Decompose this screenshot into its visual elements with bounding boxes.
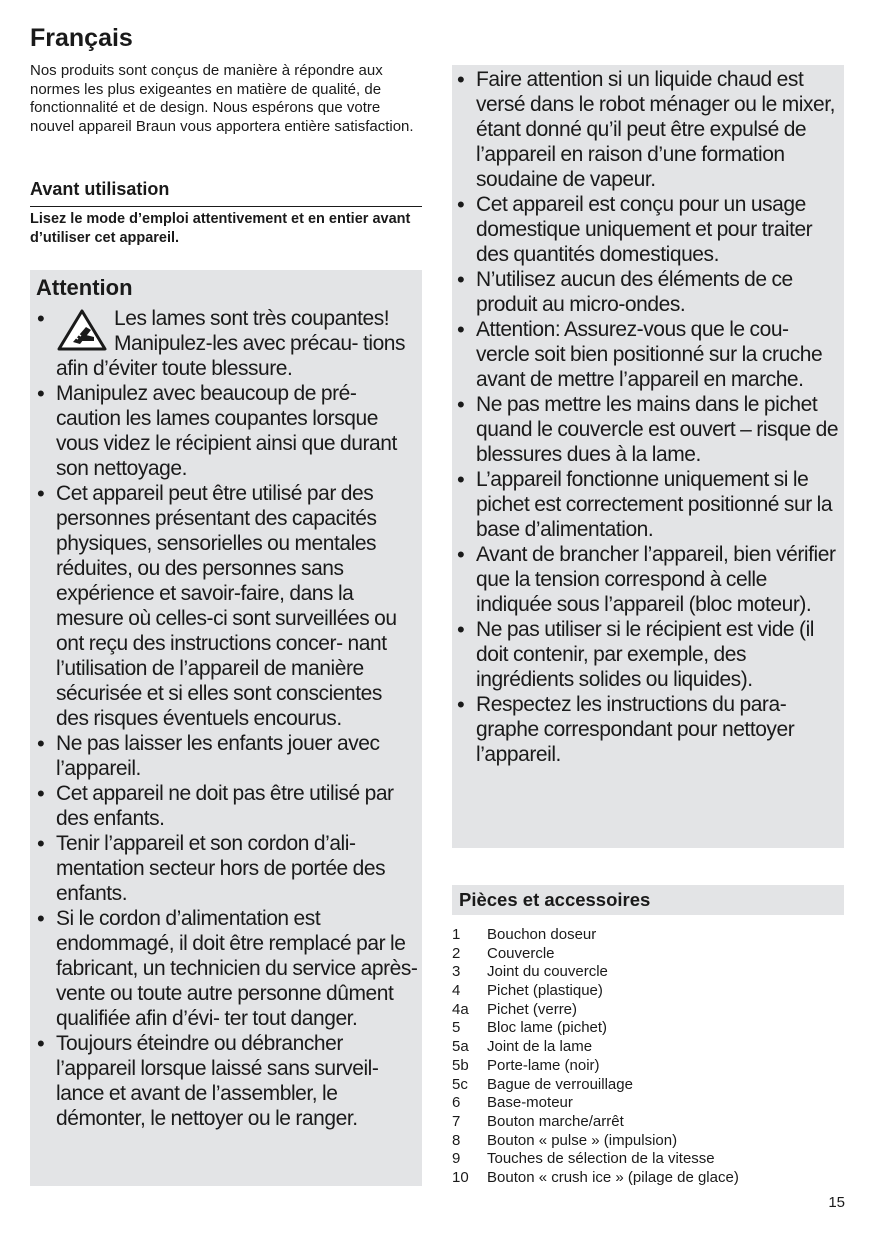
attention-heading: Attention (36, 275, 133, 300)
part-number: 5a (452, 1038, 469, 1056)
list-item: • L’appareil fonctionne uniquement si le pichet est correctement positionné sur la base d’alimentation. (456, 467, 842, 542)
attention-list (36, 306, 418, 1131)
part-number: 5 (452, 1019, 461, 1037)
intro-paragraph: Nos produits sont conçus de manière à répondre aux normes les plus exigeantes en matière de qualité, de fonctionnalité et de design. Nous espérons que votre nouvel appareil Braun vous apportera entière satisfaction. (30, 62, 414, 135)
part-number: 10 (452, 1168, 469, 1186)
list-item: • Ne pas mettre les mains dans le pichet quand le couvercle est ouvert – risque de blessures dues à la lame. (456, 392, 842, 467)
part-label: Bouton marche/arrêt (487, 1112, 624, 1130)
parts-heading: Pièces et accessoires (452, 885, 844, 915)
part-label: Bloc lame (pichet) (487, 1019, 608, 1037)
list-item-text: Les lames sont très coupantes! Manipulez-les avec précau- tions afin d’éviter toute blessure. (56, 307, 406, 380)
parts-list-item (452, 1113, 739, 1132)
list-item: • N’utilisez aucun des éléments de ce produit au micro-ondes. (456, 267, 842, 317)
list-item: • Si le cordon d’alimentation est endommagé, il doit être remplacé par le fabricant, un technicien du service après-vente ou toute autre personne dûment qualifiée afin d’évi- ter tout danger. (36, 906, 418, 1031)
read-manual-instruction: Lisez le mode d’emploi attentivement et en entier avant d’utiliser cet appareil. (30, 211, 411, 246)
list-item: • Tenir l’appareil et son cordon d’ali- mentation secteur hors de portée des enfants. (36, 831, 418, 906)
list-item: • Attention: Assurez-vous que le cou- vercle soit bien positionné sur la cruche avant de mettre l’appareil en marche. (456, 317, 842, 392)
part-label: Bouton « pulse » (impulsion) (487, 1131, 678, 1149)
list-item: • Toujours éteindre ou débrancher l’appareil lorsque laissé sans surveil- lance et avant de l’assembler, le démonter, le nettoyer ou le ranger. (36, 1031, 418, 1131)
parts-list-item (452, 1001, 739, 1020)
parts-list-item (452, 1076, 739, 1095)
part-label: Pichet (plastique) (487, 982, 603, 1000)
parts-list-item (452, 1038, 739, 1057)
list-item: • Ne pas laisser les enfants jouer avec l’appareil. (36, 731, 418, 781)
part-number: 9 (452, 1150, 461, 1168)
safety-box-continued (452, 65, 844, 848)
list-item: • Avant de brancher l’appareil, bien vérifier que la tension correspond à celle indiquée sous l’appareil (bloc moteur). (456, 542, 842, 617)
part-label: Bouton « crush ice » (pilage de glace) (487, 1168, 739, 1186)
attention-box (30, 270, 422, 1186)
list-item (36, 306, 418, 381)
page-number: 15 (828, 1194, 845, 1211)
part-label: Touches de sélection de la vitesse (487, 1150, 715, 1168)
part-number: 7 (452, 1112, 461, 1130)
part-number: 4a (452, 1000, 469, 1018)
parts-list-item (452, 1019, 739, 1038)
page-title: Français (30, 24, 133, 52)
parts-list-item (452, 1169, 739, 1188)
parts-list-item (452, 945, 739, 964)
parts-list-item (452, 1057, 739, 1076)
part-label: Joint du couvercle (487, 963, 608, 981)
list-item: • Cet appareil peut être utilisé par des personnes présentant des capacités physiques, sensorielles ou mentales réduites, ou des personnes sans expérience et savoir-faire, dans la mesure où celles-ci sont surveillées ou ont reçu des instructions concer- nant l’utilisation de l’appareil de manière sécurisée et si elles sont conscientes des risques éventuels encourus. (36, 481, 418, 731)
part-label: Porte-lame (noir) (487, 1056, 600, 1074)
list-item: • Cet appareil est conçu pour un usage domestique uniquement et pour traiter des quantités domestiques. (456, 192, 842, 267)
parts-list-item (452, 926, 739, 945)
section-heading-avant-utilisation: Avant utilisation (30, 179, 170, 199)
part-number: 3 (452, 963, 461, 981)
part-number: 8 (452, 1131, 461, 1149)
parts-list-item (452, 1094, 739, 1113)
part-number: 4 (452, 982, 461, 1000)
part-number: 1 (452, 926, 461, 943)
part-number: 2 (452, 944, 461, 962)
part-label: Joint de la lame (487, 1038, 593, 1056)
part-label: Bouchon doseur (487, 926, 597, 943)
section-divider (30, 206, 422, 207)
part-label: Couvercle (487, 944, 555, 962)
part-label: Pichet (verre) (487, 1000, 578, 1018)
warning-sharp-blades-icon (56, 308, 108, 352)
safety-list (456, 67, 842, 767)
part-label: Base-moteur (487, 1094, 573, 1112)
list-item: • Ne pas utiliser si le récipient est vide (il doit contenir, par exemple, des ingrédients solides ou liquides). (456, 617, 842, 692)
parts-list-item (452, 1132, 739, 1151)
list-item: • Cet appareil ne doit pas être utilisé par des enfants. (36, 781, 418, 831)
part-number: 5b (452, 1056, 469, 1074)
part-number: 5c (452, 1075, 468, 1093)
list-item: • Respectez les instructions du para- graphe correspondant pour nettoyer l’appareil. (456, 692, 842, 767)
parts-list (452, 926, 739, 1188)
parts-list-item (452, 963, 739, 982)
parts-list-item (452, 982, 739, 1001)
list-item: • Faire attention si un liquide chaud est versé dans le robot ménager ou le mixer, étant donné qu’il peut être expulsé de l’appareil en raison d’une formation soudaine de vapeur. (456, 67, 842, 192)
part-number: 6 (452, 1094, 461, 1112)
part-label: Bague de verrouillage (487, 1075, 633, 1093)
parts-list-item (452, 1150, 739, 1169)
list-item: • Manipulez avec beaucoup de pré- caution les lames coupantes lorsque vous videz le récipient ainsi que durant son nettoyage. (36, 381, 418, 481)
